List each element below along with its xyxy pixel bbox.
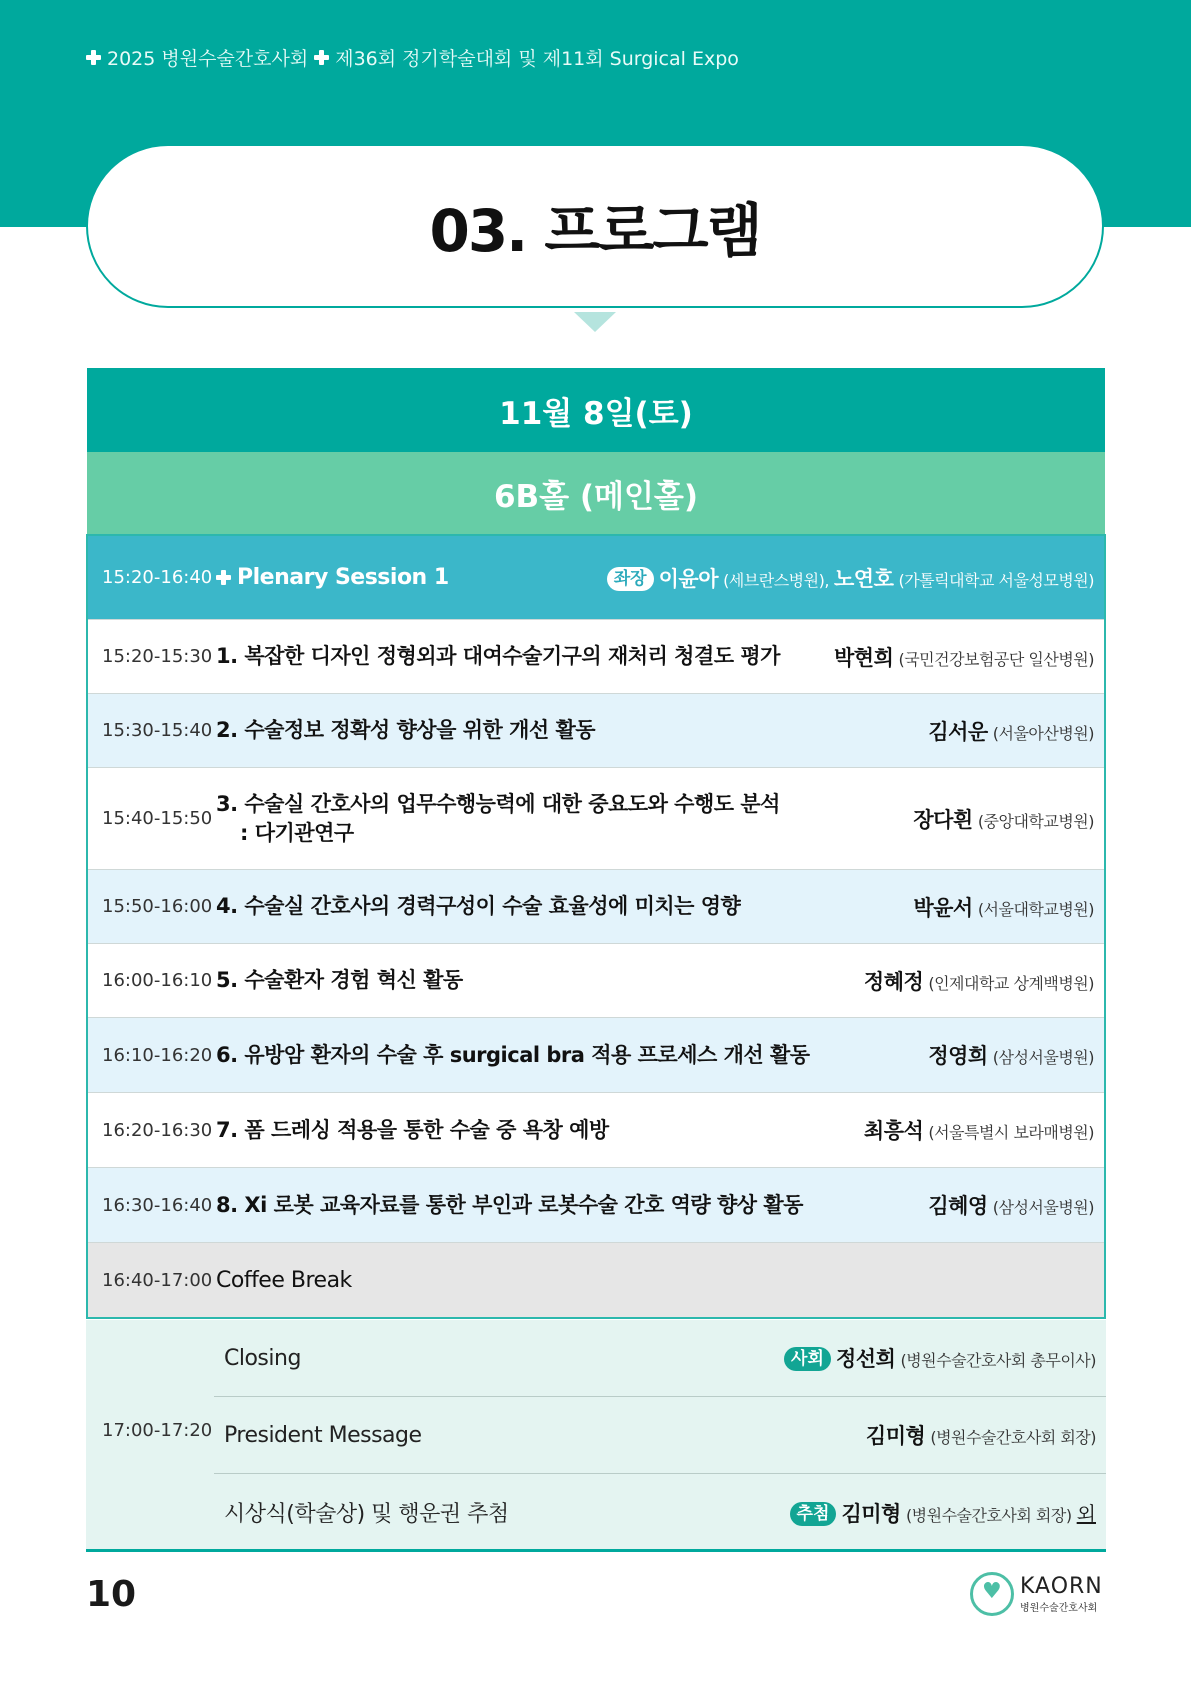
time-cell: 16:10-16:20 — [102, 1044, 213, 1066]
chair-name: 이윤아 — [658, 566, 718, 591]
chair-badge: 좌장 — [607, 567, 654, 591]
event-header-line — [86, 44, 739, 71]
draw-name: 김미형 — [841, 1501, 901, 1526]
date-header — [87, 368, 1105, 452]
time-cell: 15:40-15:50 — [102, 808, 213, 829]
host-badge: 사회 — [784, 1347, 831, 1371]
page-number: 10 — [86, 1574, 137, 1615]
speaker-name: 김서운 — [928, 719, 988, 744]
logo-subtitle: 병원수술간호사회 — [1020, 1602, 1098, 1614]
speaker-name: 장다흰 — [913, 807, 973, 832]
time-cell: 16:00-16:10 — [102, 970, 213, 991]
time-cell: 16:20-16:30 — [102, 1119, 213, 1141]
draw-badge: 추첨 — [790, 1502, 837, 1526]
presentation-title: 2. 수술정보 정확성 향상을 위한 개선 활동 — [216, 718, 596, 742]
presentation-title: 3. 수술실 간호사의 업무수행능력에 대한 중요도와 수행도 분석 — [216, 791, 780, 816]
kaorn-logo — [970, 1572, 1103, 1616]
plus-icon — [216, 570, 231, 585]
session-title-cell — [216, 563, 607, 592]
table-row — [88, 1093, 1104, 1168]
speaker-affiliation: (서울대학교병원) — [977, 899, 1094, 919]
table-row — [88, 1018, 1104, 1093]
speaker-cell — [866, 1420, 1106, 1450]
speaker-name: 김미형 — [865, 1424, 926, 1448]
speaker-affiliation: (중앙대학교병원) — [977, 811, 1094, 831]
presentation-title: 5. 수술환자 경험 혁신 활동 — [216, 968, 463, 992]
table-row — [88, 620, 1104, 694]
time-cell: 15:50-16:00 — [102, 896, 213, 917]
time-cell: 15:20-16:40 — [102, 567, 213, 588]
speaker-name: 정영희 — [928, 1044, 988, 1068]
speaker-affiliation: (서울아산병원) — [992, 723, 1094, 743]
plus-icon — [86, 50, 101, 65]
closing-item — [214, 1474, 1106, 1551]
speaker-name: 최흥석 — [863, 1119, 924, 1143]
plenary-title: Plenary Session 1 — [237, 565, 449, 590]
speaker-cell — [864, 1115, 1104, 1145]
host-cell — [784, 1343, 1106, 1373]
closing-item — [214, 1320, 1106, 1397]
speaker-name: 정혜정 — [863, 969, 924, 994]
closing-item — [214, 1397, 1106, 1474]
logo-name: KAORN — [1020, 1573, 1103, 1599]
speaker-name: 박윤서 — [913, 895, 973, 920]
presentation-subtitle: : 다기관연구 — [240, 820, 354, 845]
speaker-cell — [834, 642, 1104, 672]
event-name: 제36회 정기학술대회 및 제11회 Surgical Expo — [335, 48, 739, 70]
speaker-name: 김혜영 — [928, 1194, 988, 1218]
draw-cell — [790, 1498, 1106, 1528]
presentation-title: 6. 유방암 환자의 수술 후 surgical bra 적용 프로세스 개선 활동 — [216, 1042, 810, 1067]
break-title: Coffee Break — [216, 1267, 352, 1293]
time-cell: 15:20-15:30 — [102, 646, 213, 667]
chair-name: 노연호 — [834, 566, 894, 591]
time-cell: 17:00-17:20 — [102, 1420, 213, 1441]
speaker-affiliation: (국민건강보험공단 일산병원) — [898, 649, 1094, 669]
speaker-affiliation: (삼성서울병원) — [992, 1198, 1094, 1217]
closing-block — [86, 1320, 1106, 1552]
hall-header — [87, 452, 1105, 534]
speaker-cell — [928, 1040, 1104, 1070]
heart-logo-icon — [970, 1572, 1014, 1616]
presentation-title-block — [216, 790, 913, 848]
time-cell: 15:30-15:40 — [102, 720, 213, 741]
speaker-cell — [928, 716, 1104, 746]
closing-item-title: 시상식(학술상) 및 행운권 추첨 — [224, 1502, 509, 1527]
host-affiliation: (병원수술간호사회 총무이사) — [900, 1351, 1096, 1370]
speaker-cell — [913, 892, 1104, 922]
chair-affiliation: (가톨릭대학교 서울성모병원) — [898, 570, 1094, 590]
closing-item-title: Closing — [224, 1345, 301, 1371]
time-cell: 16:30-16:40 — [102, 1194, 213, 1216]
presentation-title: 1. 복잡한 디자인 정형외과 대여수술기구의 재처리 청결도 평가 — [216, 644, 780, 668]
time-cell: 16:40-17:00 — [102, 1269, 213, 1291]
speaker-affiliation: (삼성서울병원) — [992, 1048, 1094, 1067]
hall-label: 6B홀 (메인홀) — [493, 478, 699, 515]
coffee-break-row — [88, 1243, 1104, 1317]
section-title-box — [86, 144, 1104, 308]
chair-affiliation: (세브란스병원), — [723, 570, 829, 590]
presentation-title: 8. Xi 로봇 교육자료를 통한 부인과 로봇수술 간호 역량 향상 활동 — [216, 1192, 803, 1217]
speaker-affiliation: (인제대학교 상계백병원) — [928, 973, 1094, 993]
date-label: 11월 8일(토) — [499, 395, 693, 432]
speaker-affiliation: (병원수술간호사회 회장) — [930, 1428, 1096, 1447]
table-row — [88, 870, 1104, 944]
host-name: 정선희 — [836, 1347, 896, 1371]
presentation-title: 7. 폼 드레싱 적용을 통한 수술 중 욕창 예방 — [216, 1117, 609, 1142]
plenary-row — [88, 536, 1104, 620]
down-pointer-icon — [574, 312, 616, 332]
closing-item-title: President Message — [224, 1422, 422, 1448]
program-table — [86, 534, 1106, 1319]
table-row — [88, 944, 1104, 1018]
presentation-title: 4. 수술실 간호사의 경력구성이 수술 효율성에 미치는 영향 — [216, 894, 741, 918]
table-row — [88, 1168, 1104, 1243]
speaker-cell — [913, 804, 1104, 834]
chair-cell — [607, 563, 1104, 593]
society-year: 2025 병원수술간호사회 — [107, 48, 309, 70]
speaker-affiliation: (서울특별시 보라매병원) — [928, 1123, 1094, 1142]
others-suffix: 외 — [1076, 1501, 1096, 1526]
logo-text — [1020, 1575, 1103, 1614]
draw-affiliation: (병원수술간호사회 회장) — [905, 1505, 1072, 1525]
table-row — [88, 694, 1104, 768]
plus-icon — [314, 50, 329, 65]
speaker-cell — [928, 1190, 1104, 1220]
page-title: 03. 프로그램 — [429, 197, 761, 265]
speaker-cell — [864, 966, 1104, 996]
table-row — [88, 768, 1104, 870]
speaker-name: 박현희 — [834, 645, 894, 670]
